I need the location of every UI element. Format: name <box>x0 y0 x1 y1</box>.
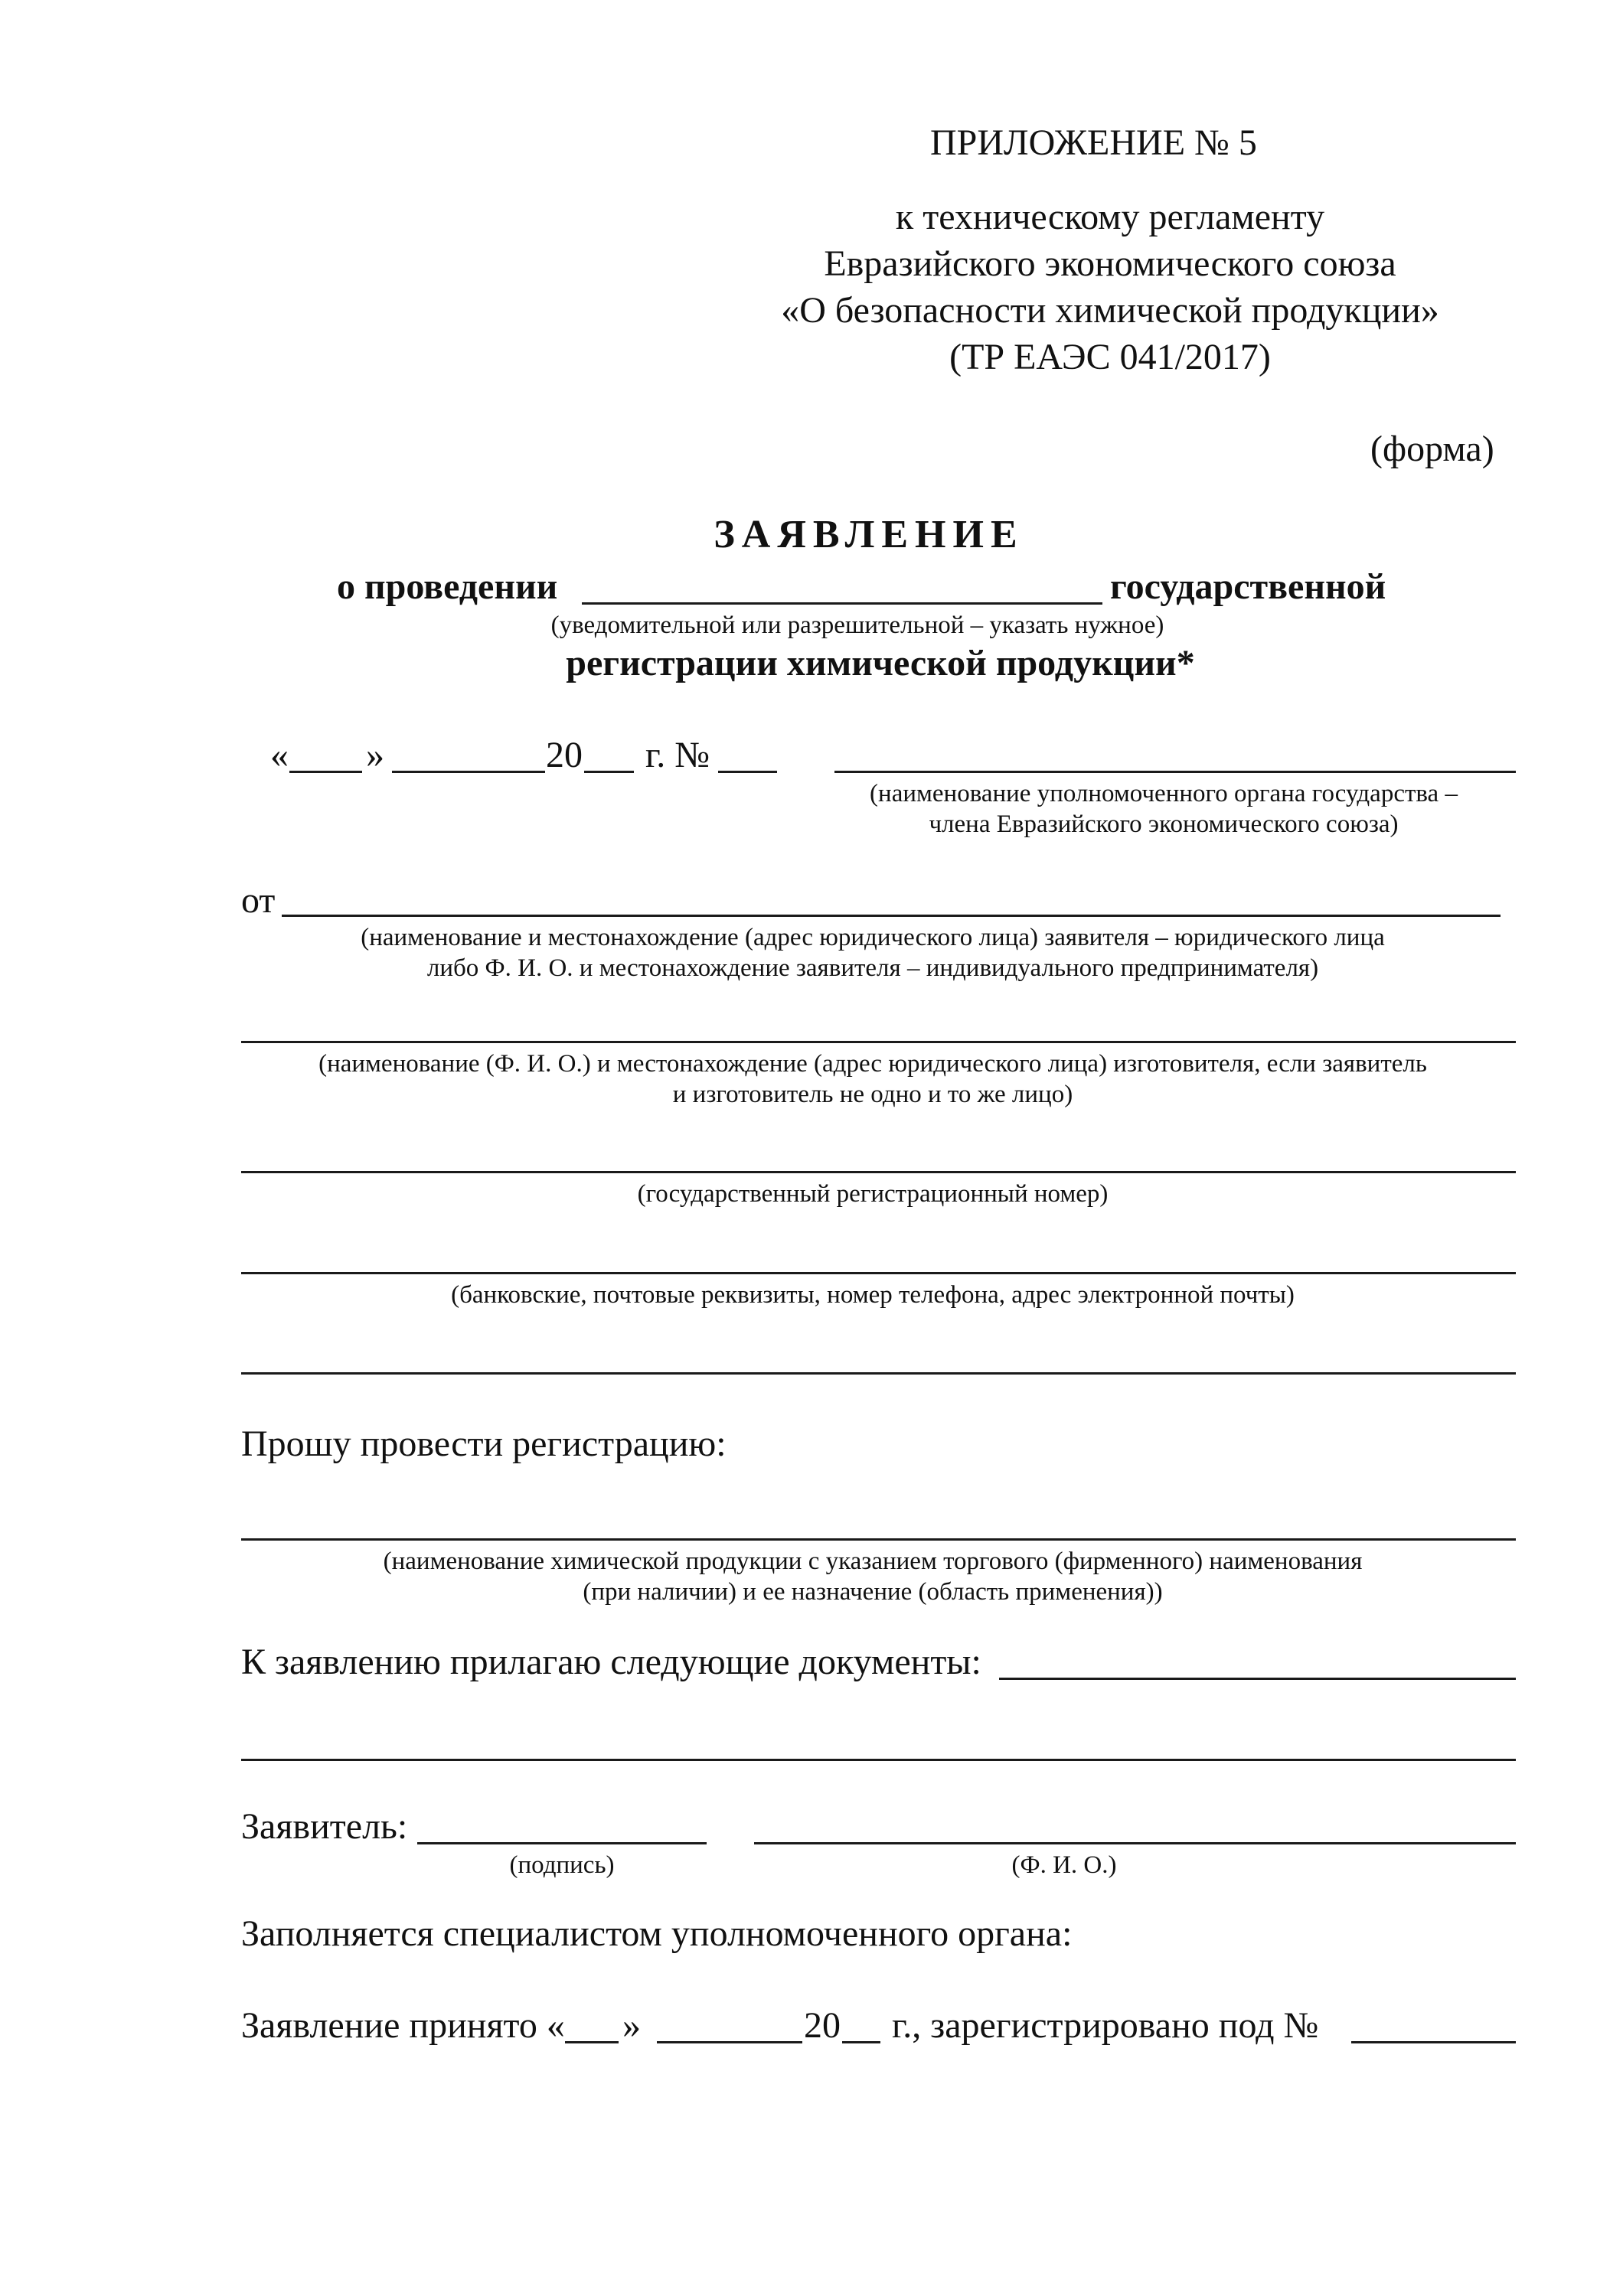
appendix-title: ПРИЛОЖЕНИЕ № 5 <box>930 122 1257 163</box>
accepted-day-field[interactable] <box>565 2041 619 2043</box>
product-name-field[interactable] <box>241 1538 1516 1541</box>
accepted-quote-close: » <box>622 2005 641 2046</box>
regulation-reference <box>712 194 1508 380</box>
date-day-field[interactable] <box>289 771 362 773</box>
applicant-field[interactable] <box>282 915 1501 917</box>
manufacturer-field[interactable] <box>241 1041 1516 1043</box>
authority-hint-1: (наименование уполномоченного органа государства – <box>870 780 1458 807</box>
title-line2-left: о проведении <box>337 566 558 607</box>
registration-type-hint: (уведомительной или разрешительной – указать нужное) <box>550 612 1164 639</box>
accepted-suffix: г., зарегистрировано под № <box>892 2005 1319 2046</box>
applicant-hint-1: (наименование и местонахождение (адрес юридического лица) заявителя – юридического лица <box>361 924 1385 951</box>
request-label: Прошу провести регистрацию: <box>241 1424 727 1464</box>
accepted-prefix: Заявление принято « <box>241 2005 565 2046</box>
reference-line-1: к техническому регламенту <box>895 197 1325 237</box>
accepted-year-prefix: 20 <box>804 2005 841 2046</box>
attachments-label: К заявлению прилагаю следующие документы: <box>241 1642 981 1682</box>
reference-line-2: Евразийского экономического союза <box>824 243 1396 284</box>
product-name-hint-2: (при наличии) и ее назначение (область применения)) <box>583 1578 1163 1606</box>
document-number-field[interactable] <box>718 771 777 773</box>
applicant-hint-2: либо Ф. И. О. и местонахождение заявителя – индивидуального предпринимателя) <box>426 954 1319 982</box>
date-number-label: г. № <box>645 735 710 775</box>
accepted-month-field[interactable] <box>657 2041 802 2043</box>
date-year-field[interactable] <box>584 771 634 773</box>
date-month-field[interactable] <box>392 771 545 773</box>
product-name-hint-1: (наименование химической продукции с указанием торгового (фирменного) наименования <box>383 1548 1363 1575</box>
reference-line-3: «О безопасности химической продукции» <box>781 290 1439 331</box>
manufacturer-hint-2: и изготовитель не одно и то же лицо) <box>672 1081 1073 1108</box>
date-open-quote: « <box>270 735 289 775</box>
date-close-quote: » <box>366 735 384 775</box>
contact-details-field[interactable] <box>241 1272 1516 1274</box>
title-line3: регистрации химической продукции* <box>566 643 1195 683</box>
signature-field[interactable] <box>417 1842 707 1844</box>
signatory-name-hint: (Ф. И. О.) <box>1011 1851 1117 1879</box>
registration-type-field[interactable] <box>582 602 1102 605</box>
applicant-signature-label: Заявитель: <box>241 1806 408 1847</box>
official-use-label: Заполняется специалистом уполномоченного органа: <box>241 1913 1073 1954</box>
signatory-name-field[interactable] <box>754 1842 1516 1844</box>
from-label: от <box>241 880 276 921</box>
form-label: (форма) <box>1370 429 1494 469</box>
authority-name-field[interactable] <box>834 771 1516 773</box>
date-year-prefix: 20 <box>546 735 583 775</box>
contact-details-hint: (банковские, почтовые реквизиты, номер телефона, адрес электронной почты) <box>451 1281 1295 1309</box>
attachments-field-2[interactable] <box>241 1759 1516 1761</box>
title-line2-right: государственной <box>1110 566 1386 607</box>
reference-line-4: (ТР ЕАЭС 041/2017) <box>949 337 1271 377</box>
attachments-field-1[interactable] <box>999 1678 1516 1680</box>
manufacturer-hint-1: (наименование (Ф. И. О.) и местонахождение (адрес юридического лица) изготовителя, если заявитель <box>318 1050 1427 1078</box>
state-reg-number-field[interactable] <box>241 1171 1516 1173</box>
document-title: ЗАЯВЛЕНИЕ <box>714 513 1024 556</box>
accepted-year-field[interactable] <box>842 2041 880 2043</box>
authority-hint-2: члена Евразийского экономического союза) <box>929 810 1399 838</box>
extra-info-field[interactable] <box>241 1372 1516 1375</box>
state-reg-number-hint: (государственный регистрационный номер) <box>637 1180 1109 1208</box>
signature-hint: (подпись) <box>509 1851 615 1879</box>
registration-number-field[interactable] <box>1351 2041 1516 2043</box>
